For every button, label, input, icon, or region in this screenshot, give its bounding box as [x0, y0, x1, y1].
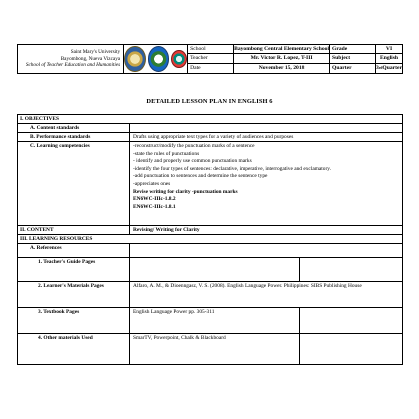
- grade-value: VI: [376, 45, 402, 54]
- competencies-list: -reconstruct/modify the punctuation marks of a sentence -state the rules of punctuations - identify and properly use common punctuation marks -identify the four types of sentences: declarative, imperative, interrogative and exclamatory. -add punctuation to sentences and determine the sentence type -appreciates ones Revise writing for clarity -punctuation marks EN6WC-IIIc-1.8.2 EN6WC-IIIc-1.8.1: [133, 143, 331, 210]
- school-value: Bayombong Central Elementary School: [234, 45, 330, 54]
- row-learning-competencies: C. Learning competencies -reconstruct/modify the punctuation marks of a sentence -state the rules of punctuations - identify and properly use common punctuation marks -identify the four types of sentences: declarative, imperative, interrogative and exclamatory. -add punctuation to sentences and determine the sentence type -appreciates ones Revise writing for clarity -punctuation marks EN6WC-IIIc-1.8.2 EN6WC-IIIc-1.8.1: [18, 142, 402, 226]
- deped-seal-icon: [148, 46, 170, 72]
- quarter-label: Quarter: [330, 64, 376, 73]
- row-learning-resources: III. LEARNING RESOURCES: [18, 235, 402, 244]
- school-seal-icon: [171, 50, 187, 68]
- row-content: II. CONTENT Revising/ Writing for Clarity: [18, 226, 402, 235]
- school-of: School of Teacher Education and Humanities: [25, 62, 121, 69]
- row-content-standards: A. Content standards: [18, 124, 402, 133]
- teacher-label: Teacher: [188, 54, 234, 63]
- school-label: School: [188, 45, 234, 54]
- header-grid: [188, 45, 402, 73]
- university-name: Saint Mary's University: [70, 49, 121, 56]
- row-references: A. References: [18, 244, 402, 258]
- page-title: DETAILED LESSON PLAN IN ENGLISH 6: [146, 98, 273, 105]
- quarter-value: 3 rd Quarter: [376, 65, 402, 72]
- logos: [124, 45, 188, 73]
- subject-value: English: [376, 54, 402, 63]
- row-teachers-guide: 1. Teacher's Guide Pages: [18, 258, 402, 282]
- date-label: Date: [188, 64, 234, 73]
- date-value: November 15, 2018: [234, 64, 330, 73]
- subject-label: Subject: [330, 54, 376, 63]
- row-textbook: 3. Textbook Pages English Language Power pp. 305-311: [18, 308, 402, 334]
- university-block: [18, 45, 124, 73]
- university-location: Bayombong, Nueva Vizcaya: [60, 55, 121, 62]
- lesson-table: [17, 114, 403, 365]
- university-seal-icon: [124, 46, 146, 72]
- header-table: [17, 44, 403, 74]
- row-learners-materials: 2. Learner's Materials Pages Alfaro, A. M., & Dioenngasz, V. S. (2008). English Language Power. Philippines: SIBS Publishing House: [18, 282, 402, 308]
- row-other-materials: 4. Other materials Used SmarTV, Powerpoint, Chalk & Blackboard: [18, 334, 402, 364]
- grade-label: Grade: [330, 45, 376, 54]
- teacher-value: Mr. Victor R. Lopez, T-III: [234, 54, 330, 63]
- row-performance-standards: B. Performance standards Drafts using appropriate text types for a variety of audiences and purposes: [18, 133, 402, 142]
- row-objectives: I. OBJECTIVES: [18, 115, 402, 124]
